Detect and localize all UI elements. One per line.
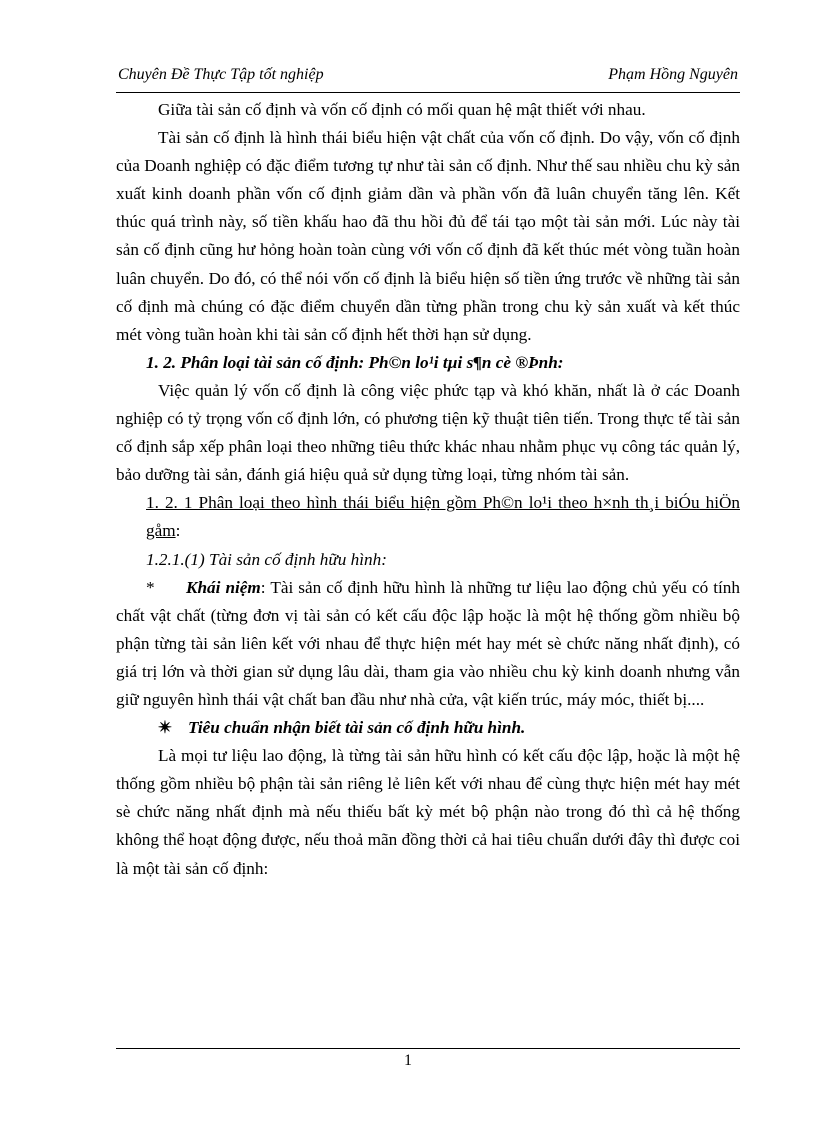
criteria-heading — [116, 714, 740, 742]
header-title: Chuyên Đề Thực Tập tốt nghiệp — [118, 66, 324, 83]
paragraph: Giữa tài sản cố định và vốn cố định có mối quan hệ mật thiết với nhau. — [158, 100, 646, 119]
paragraph: Là mọi tư liệu lao động, là từng tài sản hữu hình có kết cấu độc lập, hoặc là một hệ thống gồm nhiều bộ phận tài sản riêng lẻ liên kết với nhau để cùng thực hiện mét hay mét sè chức năng nhất định mà nếu thiếu bất kỳ mét bộ phận nào trong đó thì cả hệ thống không thể hoạt động được, nếu thoả mãn đồng thời cả hai tiêu chuẩn dưới đây thì được coi là một tài sản cố định: — [116, 746, 740, 878]
subsection-heading-line — [116, 489, 740, 545]
section-heading: 1. 2. Phân loại tài sản cố định: Ph©n lo¹i tµi s¶n cè ®Þnh: — [146, 352, 564, 372]
subsection-heading-colon: : — [175, 521, 181, 541]
header-author: Phạm Hồng Nguyên — [608, 66, 738, 83]
asterisk-marker: * — [146, 577, 155, 597]
criteria-heading-text: Tiêu chuẩn nhận biết tài sản cố định hữu hình. — [188, 718, 526, 738]
star-bullet-icon: ✴ — [158, 718, 173, 738]
definition-text: : Tài sản cố định hữu hình là những tư liệu lao động chủ yếu có tính chất vật chất (từng đơn vị tài sản có kết cấu độc lập hoặc là một hệ thống gồm nhiều bộ phận từng tài sản liên kết với nhau để thực hiện mét hay mét sè chức năng nhất định), có giá trị lớn và thời gian sử dụng lâu dài, tham gia vào nhiều chu kỳ kinh doanh nhưng vẫn giữ nguyên hình thái vật chất ban đầu như nhà cửa, vật kiến trúc, máy móc, thiết bị.... — [116, 577, 740, 709]
paragraph: Tài sản cố định là hình thái biểu hiện vật chất của vốn cố định. Do vậy, vốn cố định của Doanh nghiệp có đặc điểm tương tự như tài sản cố định. Như thế sau nhiều chu kỳ sản xuất kinh doanh phần vốn cố định giảm dần và phần vốn đã luân chuyển tăng lên. Kết thúc quá trình này, số tiền khấu hao đã thu hồi đủ để tái tạo một tài sản mới. Lúc này tài sản cố định cũng hư hỏng hoàn toàn cùng với vốn cố định đã kết thúc mét vòng tuần hoàn luân chuyển. Do đó, có thể nói vốn cố định là biểu hiện số tiền ứng trước về những tài sản cố định mà chúng có đặc điểm chuyển dần từng phần trong chu kỳ sản xuất và kết thúc mét vòng tuần hoàn khi tài sản cố định hết thời hạn sử dụng. — [116, 128, 740, 344]
sub-subsection-heading: 1.2.1.(1) Tài sản cố định hữu hình: — [146, 549, 387, 569]
page-number: 1 — [404, 1052, 412, 1069]
page-header — [116, 64, 740, 93]
footer-divider — [116, 1048, 740, 1049]
paragraph: Việc quản lý vốn cố định là công việc phức tạp và khó khăn, nhất là ở các Doanh nghiệp có tỷ trọng vốn cố định lớn, có phương tiện kỹ thuật tiên tiến. Trong thực tế tài sản cố định sắp xếp phân loại theo những tiêu thức khác nhau nhằm phục vụ công tác quản lý, bảo dưỡng tài sản, đánh giá hiệu quả sử dụng từng loại, từng nhóm tài sản. — [116, 380, 740, 485]
definition-label: Khái niệm — [186, 577, 261, 597]
subsection-heading: 1. 2. 1 Phân loại theo hình thái biểu hiện gồm Ph©n lo¹i theo h×nh th¸i biÓu hiÖn gåm — [146, 493, 740, 541]
definition-paragraph — [116, 574, 740, 714]
document-body — [116, 96, 740, 883]
